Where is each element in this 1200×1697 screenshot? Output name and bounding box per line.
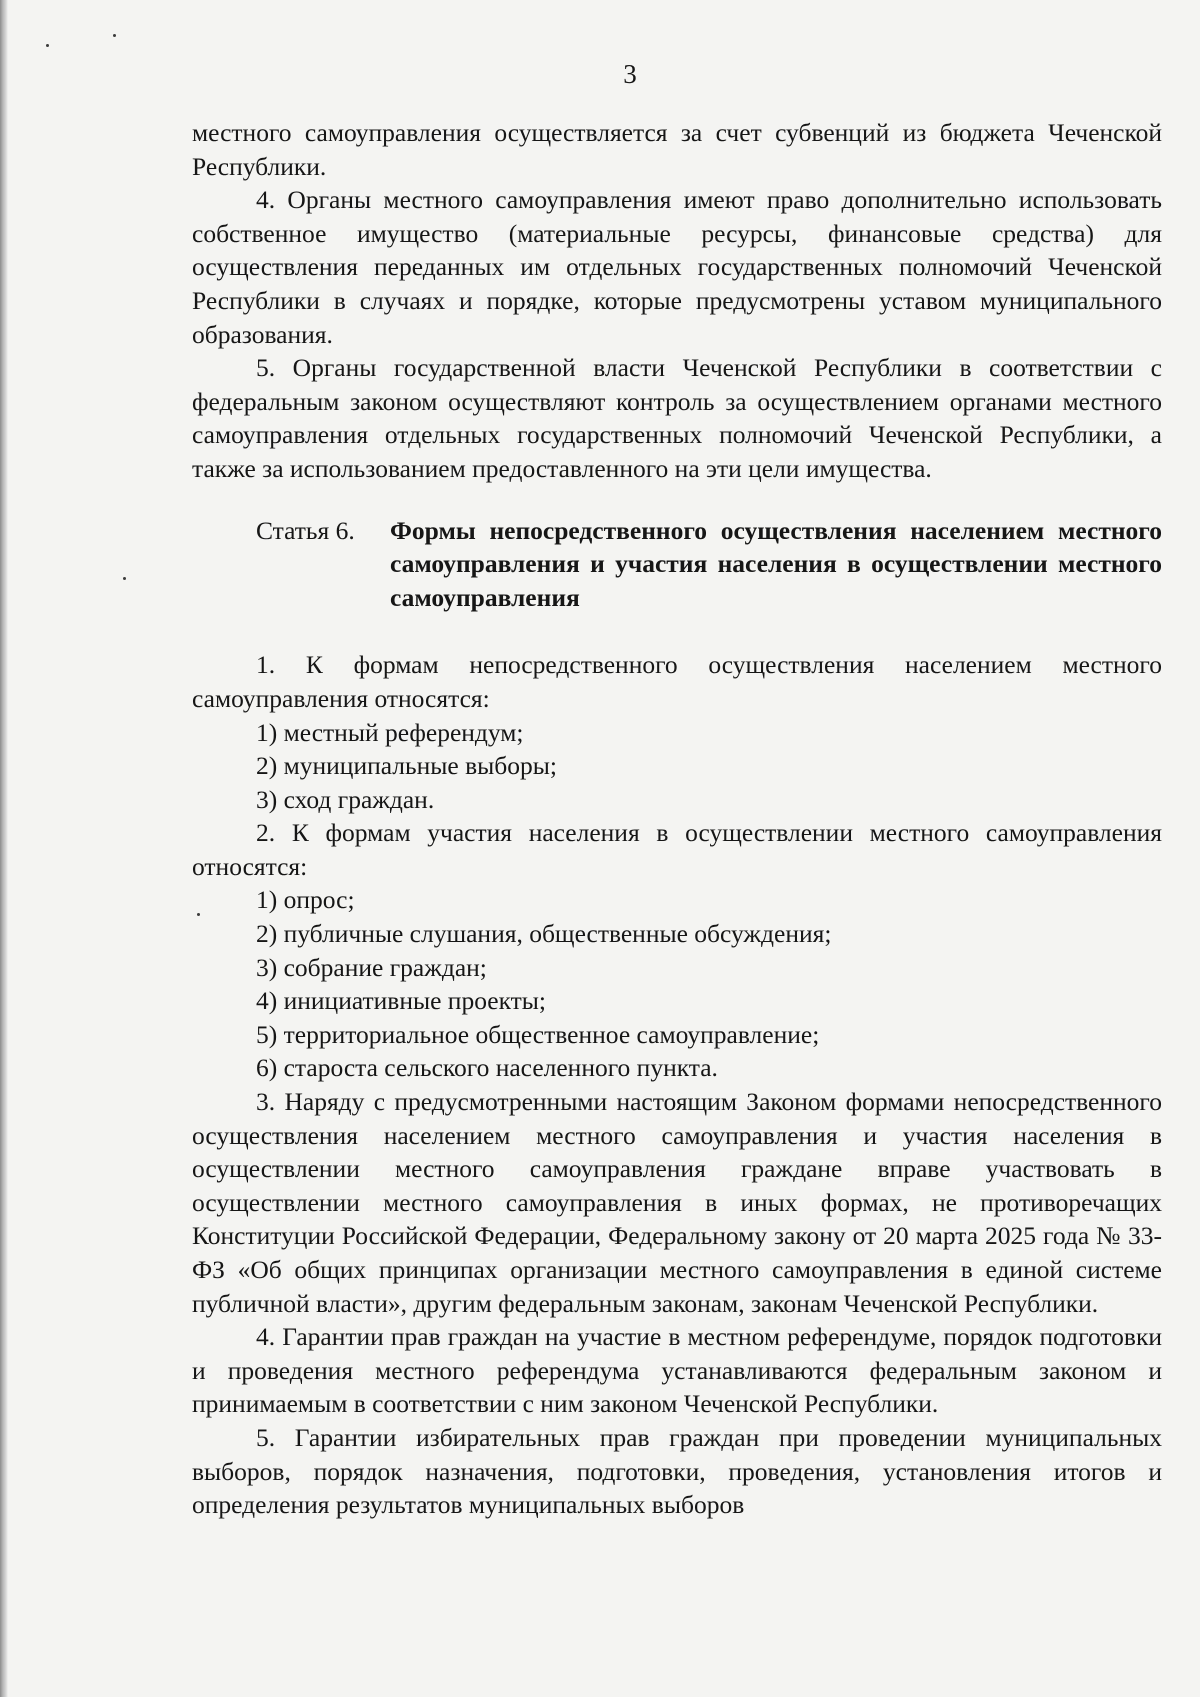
paragraph-4-own-property: 4. Органы местного самоуправления имеют право дополнительно использовать собственное имущество (материальные ресурсы, финансовые средства) для осуществления переданных им отдельных государственных полномочий Чеченской Республики в случаях и порядке, которые предусмотрены уставом муниципального образования. [192,185,1162,349]
list-item: 1) опрос; [256,885,355,915]
section-2-intro: 2. К формам участия населения в осуществлении местного самоуправления относятся: [192,818,1162,881]
article-label: Статья 6. [256,515,355,545]
paragraph-continuation: местного самоуправления осуществляется за счет субвенций из бюджета Чеченской Республики. [192,118,1162,181]
section-1-intro: 1. К формам непосредственного осуществления населением местного самоуправления относятся: [192,650,1162,713]
paragraph-5-state-control: 5. Органы государственной власти Чеченской Республики в соответствии с федеральным законом осуществляют контроль за осуществлением органами местного самоуправления отдельных государственных полномочий Чеченской Республики, а также за использованием предоставленного на эти цели имущества. [192,353,1162,483]
document-body [192,116,1162,1522]
scan-speck [113,34,116,37]
list-item: 3) сход граждан. [256,784,435,814]
page-number: 3 [623,59,637,89]
paragraph-3-other-forms: 3. Наряду с предусмотренными настоящим Законом формами непосредственного осуществления населением местного самоуправления и участия населения в осуществлении местного самоуправления граждане вправе участвовать в осуществлении местного самоуправления в иных формах, не противоречащих Конституции Российской Федерации, Федеральному закону от 20 марта 2025 года № 33-ФЗ «Об общих принципах организации местного самоуправления в единой системе публичной власти», другим федеральным законам, законам Чеченской Республики. [192,1087,1162,1318]
paragraph-4-referendum-guarantees: 4. Гарантии прав граждан на участие в местном референдуме, порядок подготовки и проведения местного референдума устанавливаются федеральным законом и принимаемым в соответствии с ним законом Чеченской Республики. [192,1322,1162,1419]
scan-speck [46,44,49,47]
list-item: 2) публичные слушания, общественные обсуждения; [256,919,832,949]
article-title: Формы непосредственного осуществления населением местного самоуправления и участия населения в осуществлении местного самоуправления [390,515,1162,612]
list-item: 3) собрание граждан; [256,952,487,982]
list-item: 1) местный референдум; [256,717,524,747]
scan-speck [123,577,126,580]
list-item: 6) староста сельского населенного пункта. [256,1053,718,1083]
list-item: 4) инициативные проекты; [256,986,547,1016]
list-item: 2) муниципальные выборы; [256,751,557,781]
paragraph-5-election-guarantees: 5. Гарантии избирательных прав граждан при проведении муниципальных выборов, порядок назначения, подготовки, проведения, установления итогов и определения результатов муниципальных выборов [192,1422,1162,1520]
list-item: 5) территориальное общественное самоуправление; [256,1019,820,1049]
scan-left-edge [0,0,8,1697]
article-heading [192,514,1162,615]
